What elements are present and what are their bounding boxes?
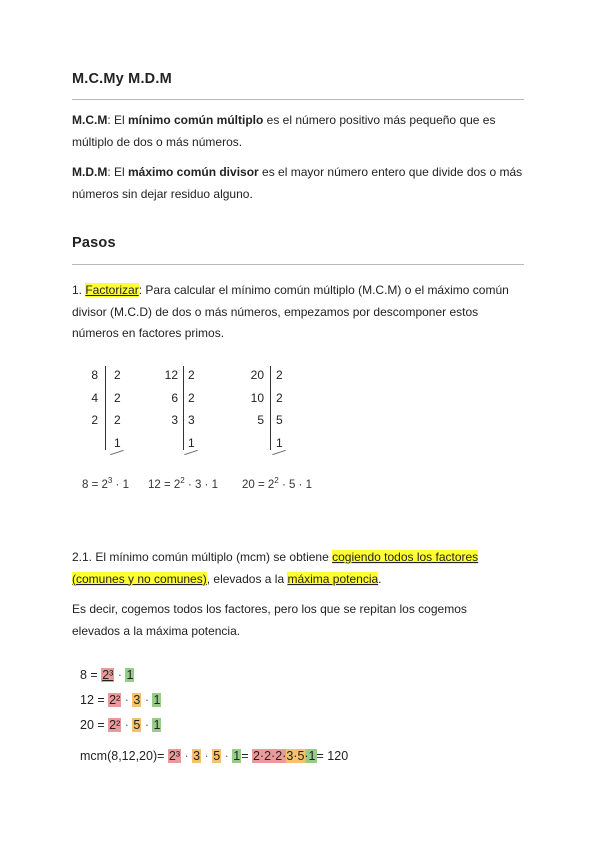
- final-factor-green: 1: [233, 749, 241, 763]
- fac-divisor: 5: [276, 413, 283, 427]
- factor-green: 1: [153, 718, 161, 732]
- factorizar-link[interactable]: Factorizar: [85, 283, 139, 297]
- result-exponent: 2: [180, 476, 185, 486]
- mcm-label: 8 =: [80, 668, 102, 682]
- step-1: [72, 280, 527, 345]
- fac-number: 5: [257, 413, 264, 427]
- factor-red: 2²: [109, 718, 121, 732]
- fac-divisor: 2: [114, 413, 121, 427]
- result-exponent: 2: [274, 476, 279, 486]
- final-label: mcm(8,12,20)=: [80, 749, 168, 763]
- def-mcm-pre: : El: [107, 113, 128, 127]
- mcm-final: mcm(8,12,20)= 2³ · 3 · 5 · 1= 2·2·2·3·5·1= 120: [80, 749, 349, 763]
- result-exponent: 3: [107, 476, 113, 486]
- fac-number: 20: [250, 368, 264, 382]
- step-2-1-prefix: 2.1. El mínimo común múltiplo (mcm) se obtiene: [72, 550, 333, 564]
- explanation: Es decir, cogemos todos los factores, pero los que se repitan los cogemos elevados a la máxima potencia.: [72, 602, 467, 638]
- factor-red: 2³: [102, 668, 114, 682]
- division-bar: [270, 366, 271, 450]
- fac-divisor: 2: [114, 368, 121, 382]
- def-mdm-bold: máximo común divisor: [128, 165, 259, 179]
- fac-number: 2: [91, 413, 98, 427]
- result-rhs: · 3 · 1: [184, 479, 218, 491]
- fac-number: 10: [250, 390, 264, 405]
- def-mdm-pre: : El: [107, 165, 128, 179]
- step-1-prefix: 1.: [72, 283, 86, 297]
- mcm-line-20: 20 = 2² · 5 · 1: [80, 718, 161, 732]
- final-factor-orange: 3: [193, 749, 201, 763]
- result-lhs: 8 = 2: [82, 479, 108, 491]
- result-lhs: 12 = 2: [148, 479, 181, 491]
- fac-divisor: 3: [188, 413, 195, 427]
- fac-number: 8: [91, 368, 98, 382]
- fac-divisor: 1: [276, 435, 283, 450]
- def-mcm-bold: mínimo común múltiplo: [128, 113, 264, 127]
- result-lhs: 20 = 2: [242, 479, 275, 491]
- final-factor-orange: 5: [213, 749, 221, 763]
- term-mcm: M.C.M: [72, 113, 108, 127]
- page-title: M.C.My M.D.M: [72, 71, 172, 87]
- result-8: [82, 476, 129, 491]
- factor-red: 2²: [109, 693, 121, 707]
- fac-number: 6: [171, 390, 178, 405]
- result-12: [148, 476, 218, 491]
- mcm-line-8: 8 = 2³ · 1: [80, 668, 134, 682]
- mcm-line-12: 12 = 2² · 3 · 1: [80, 693, 161, 707]
- step-2-1: [72, 547, 492, 590]
- final-factor-red: 2³: [168, 749, 181, 763]
- result-rhs: · 5 · 1: [278, 479, 312, 491]
- mcm-label: 12 =: [80, 693, 109, 707]
- highlight-all-factors: cogiendo todos los factores (comunes y no comunes): [72, 550, 479, 586]
- fac-number: 4: [91, 390, 98, 405]
- factor-green: 1: [126, 668, 134, 682]
- def-mcm-rest: es el número positivo más pequeño que es múltiplo de dos o más números.: [72, 113, 496, 149]
- final-equals: =: [241, 749, 252, 763]
- division-bar: [183, 366, 184, 450]
- pasos-divider: [72, 264, 524, 265]
- factor-orange: 5: [133, 718, 141, 732]
- fac-divisor: 1: [114, 435, 121, 450]
- definition-mcm: [72, 110, 527, 153]
- result-20: [242, 476, 312, 491]
- highlight-max-power: máxima potencia: [287, 571, 379, 586]
- term-mdm: M.D.M: [72, 165, 108, 179]
- fac-divisor: 2: [276, 390, 283, 405]
- fac-number: 3: [171, 413, 178, 427]
- fac-divisor: 1: [188, 435, 195, 450]
- fac-divisor: 2: [188, 368, 195, 382]
- title-divider: [72, 99, 524, 100]
- division-bar: [105, 366, 106, 450]
- fac-divisor: 2: [114, 390, 121, 405]
- step-2-1-end: .: [378, 571, 382, 586]
- fac-divisor: 2: [188, 390, 195, 405]
- fac-divisor: 2: [276, 368, 283, 382]
- fac-number: 12: [164, 368, 178, 382]
- step-2-1-mid: , elevados a la: [206, 571, 288, 586]
- step-1-text: : Para calcular el mínimo común múltiplo (M.C.M) o el máximo común divisor (M.C.D) de dos o más números, empezamos por descomponer estos números en factores primos.: [72, 283, 509, 340]
- mcm-label: 20 =: [80, 718, 109, 732]
- final-expanded: 2·2·2·3·5·1: [252, 749, 316, 763]
- factor-green: 1: [153, 693, 161, 707]
- final-result: = 120: [316, 749, 349, 763]
- definition-mdm: [72, 162, 527, 205]
- factor-orange: 3: [133, 693, 141, 707]
- result-rhs: · 1: [112, 479, 129, 491]
- def-mdm-rest: es el mayor número entero que divide dos o más números sin dejar residuo alguno.: [72, 165, 523, 201]
- section-heading-pasos: Pasos: [72, 235, 116, 251]
